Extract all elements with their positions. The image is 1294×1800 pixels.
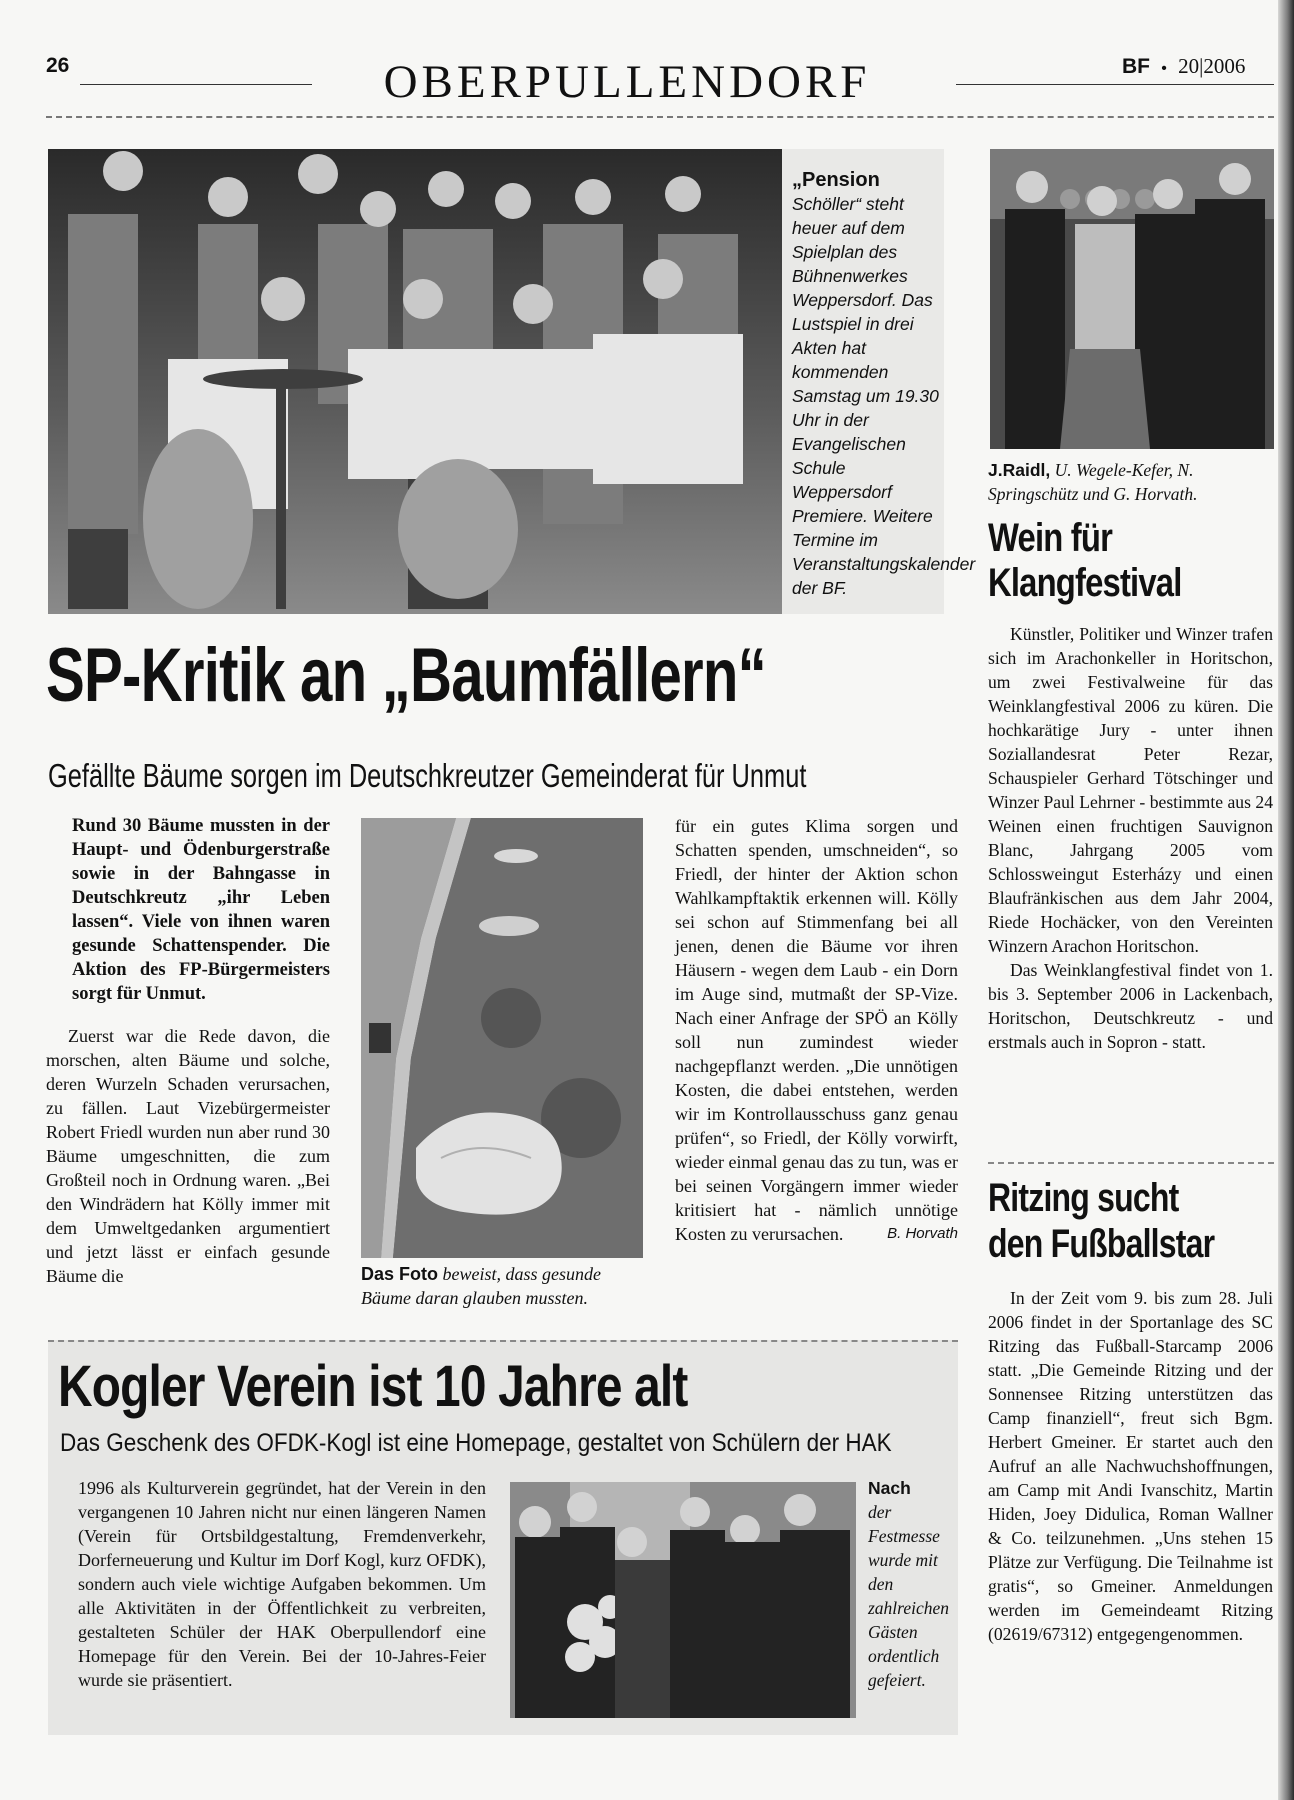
page-number: 26: [46, 54, 70, 77]
issue-number: 20|2006: [1178, 54, 1246, 78]
header-rule-left: [80, 84, 312, 85]
sp-kritik-col1-text: Zuerst war die Rede davon, die morschen, alten Bäume und solche, deren Wurzeln Schaden verursachen, zu fällen. Laut Vizebürgermeister Robert Friedl wurden nun aber rund 30 Bäume umgeschnitten, die zum Großteil noch in Ordnung waren. „Bei den Windrädern hat Kölly immer mit dem Umweltgedanken argumentiert und jetzt lässt er einfach gesunde Bäume die: [46, 1026, 330, 1286]
wine-photo-caption: [988, 458, 1278, 506]
header-dashed-line: [46, 116, 1274, 118]
sp-kritik-subheadline: Gefällte Bäume sorgen im Deutschkreutzer Gemeinderat für Unmut: [48, 757, 807, 794]
kogler-photo-caption: [868, 1476, 954, 1692]
ritzing-headline-line2: den Fußballstar: [988, 1222, 1215, 1266]
page-binding-shadow: [1278, 0, 1294, 1800]
kogler-caption-bold: Nach: [868, 1478, 911, 1498]
sp-kritik-col3-text: für ein gutes Klima sorgen und Schatten spenden, umschneiden“, so Friedl, der hinter der Aktion schon Wahlkampftaktik erkennen will. Kölly sei schon auf Stimmenfang bei all jenen, denen die Bäume vor ihren Häusern - wegen dem Laub - ein Dorn im Auge sind, mutmaßt der SP-Vize. Nach einer Anfrage der SPÖ an Kölly soll nun zumindest wieder nachgepflanzt werden. „Die unnötigen Kosten, die dabei entstehen, werden wir im Kontrollausschuss ganz genau prüfen“, so Friedl, der Kölly vorwirft, wieder einmal genau das zu tun, was er bei seinen Vorgängern immer wieder kritisiert hat - nämlich unnötige Kosten zu verursachen.: [675, 816, 958, 1244]
kogler-paragraph: 1996 als Kulturverein gegründet, hat der Verein in den vergangenen 10 Jahren nicht nur einen längeren Namen (Verein für Ortsbildgestaltung, Fremdenverkehr, Dorferneuerung und Kultur im Dorf Kogl, kurz OFDK), sondern auch viele wichtige Aufgaben bekommen. Um alle Aktivitäten in der Öffentlichkeit zu verbreiten, gestalteten Schüler der HAK Oberpullendorf eine Homepage für den Verein. Bei der 10-Jahres-Feier wurde sie präsentiert.: [78, 1478, 486, 1690]
kogler-celebration-photo: [510, 1482, 856, 1718]
pension-caption-title: „Pension: [792, 169, 880, 191]
wein-headline-line1: Wein für: [988, 516, 1113, 560]
wein-paragraph-2: Das Weinklangfestival findet von 1. bis 3. September 2006 in Lackenbach, Horitschon, Deutschkreutz - und erstmals auch in Sopron - statt.: [988, 960, 1273, 1052]
paper-name: BF: [1122, 55, 1150, 78]
theatre-group-photo: [48, 149, 782, 614]
tree-caption-rest: beweist, dass gesunde Bäume daran glauben mussten.: [361, 1264, 601, 1308]
wine-caption-names: J.Raidl,: [988, 460, 1051, 480]
kogler-top-divider: [48, 1340, 958, 1342]
ritzing-article-body: [988, 1286, 1273, 1646]
kogler-headline: Kogler Verein ist 10 Jahre alt: [58, 1354, 688, 1419]
tree-photo-caption: [361, 1262, 651, 1310]
kogler-subheadline: Das Geschenk des OFDK-Kogl ist eine Homepage, gestaltet von Schülern der HAK: [60, 1429, 892, 1457]
kogler-caption-rest: der Festmesse wurde mit den zahlreichen Gästen ordentlich gefeiert.: [868, 1502, 949, 1690]
sp-kritik-author: B. Horvath: [887, 1225, 958, 1242]
sp-kritik-headline: SP-Kritik an „Baumfällern“: [46, 633, 766, 718]
tree-caption-bold: Das Foto: [361, 1264, 439, 1284]
wein-headline-line2: Klangfestival: [988, 561, 1182, 605]
kogler-article-body: [78, 1476, 486, 1692]
wein-paragraph-1: Künstler, Politiker und Winzer trafen sich im Arachonkeller in Horitschon, um zwei Festivalweine für das Weinklangfestival 2006 zu küren. Die hochkarätige Jury - unter ihnen Soziallandesrat Peter Rezar, Schauspieler Gerhard Tötschinger und Winzer Paul Lehrner - bestimmte aus 24 Weinen einen fruchtigen Sauvignon Blanc, Jahrgang 2005 vom Schlossweingut Esterházy und einen Blaufränkischen aus dem Jahr 2004, Riede Hochäcker, von den Vereinten Winzern Arachon Horitschon.: [988, 624, 1273, 956]
ritzing-paragraph: In der Zeit vom 9. bis zum 28. Juli 2006 findet in der Sportanlage des SC Ritzing das Fußball-Starcamp 2006 statt. „Die Gemeinde Ritzing und der Sonnensee Ritzing unterstützen das Camp finanziell“, freut sich Bgm. Herbert Gmeiner. Er startet auch den Aufruf an alle Nachwuchshoffnungen, am Camp mit Andi Ivanschitz, Martin Hiden, Joey Didulica, Roman Wallner & Co. teilzunehmen. „Uns stehen 15 Plätze zur Verfügung. Die Teilnahme ist gratis“, so Gmeiner. Anmeldungen werden im Gemeindeamt Ritzing (02619/67312) entgegengenommen.: [988, 1288, 1273, 1644]
wein-ritzing-divider: [988, 1162, 1274, 1164]
issue-separator: •: [1161, 60, 1167, 77]
section-title: OBERPULLENDORF: [383, 56, 871, 108]
sp-kritik-lead: Rund 30 Bäume mussten in der Haupt- und Ödenburgerstraße sowie in der Bahngasse in Deutschkreutz „ihr Leben lassen“. Viele von ihnen waren gesunde Schattenspender. Die Aktion des FP-Bürgermeisters sorgt für Unmut.: [72, 816, 330, 1004]
wine-jury-photo: [990, 149, 1274, 449]
sp-kritik-body-col1: [46, 1024, 330, 1288]
sp-kritik-body-col3: [675, 814, 958, 1246]
issue-label: [1122, 54, 1245, 79]
header-rule-right: [956, 84, 1274, 85]
wine-caption-rest: U. Wegele-Kefer, N. Springschütz und G. Horvath.: [988, 460, 1198, 504]
pension-caption: [792, 168, 976, 600]
ritzing-headline-line1: Ritzing sucht: [988, 1176, 1179, 1220]
pension-caption-text: Schöller“ steht heuer auf dem Spielplan des Bühnenwerkes Weppersdorf. Das Lustspiel in drei Akten hat kommenden Samstag um 19.30 Uhr in der Evangelischen Schule Weppersdorf Premiere. Weitere Termine im Veranstaltungskalender der BF.: [792, 194, 976, 598]
tree-stump-photo: [361, 818, 643, 1258]
wein-article-body: [988, 622, 1273, 1054]
